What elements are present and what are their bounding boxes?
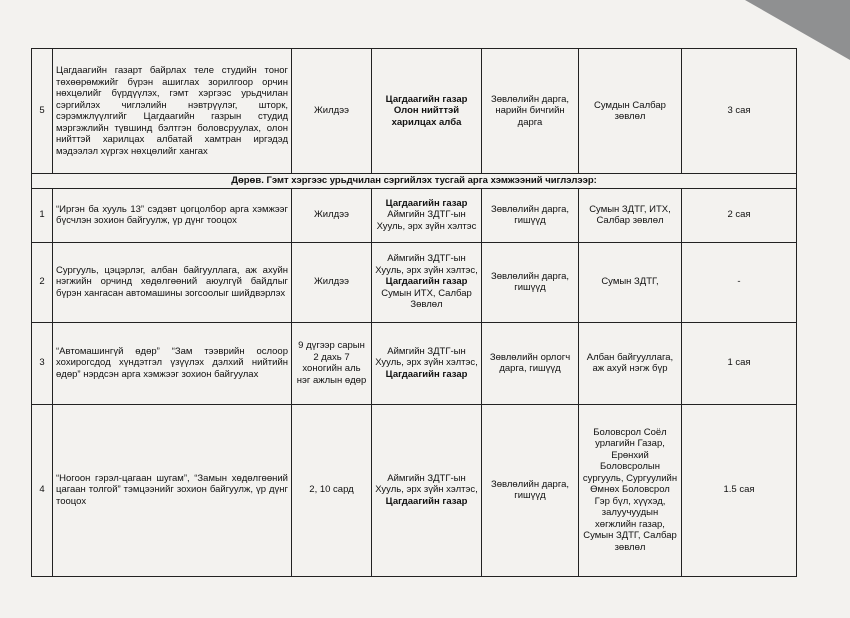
- table-row: [32, 404, 797, 576]
- responsible-cell: [372, 322, 482, 404]
- responsible-rest: Аймгийн ЗДТГ-ын Хууль, эрх зүйн хэлтэс: [376, 209, 477, 232]
- budget-cell: -: [682, 242, 797, 322]
- partner-cell: Албан байгууллага, аж ахуй нэгж бүр: [579, 322, 682, 404]
- section-header-row: [32, 174, 797, 189]
- time-cell: Жилдээ: [292, 49, 372, 174]
- responsible-bold: Цагдаагийн газар: [385, 495, 468, 507]
- row-number: 1: [32, 188, 53, 242]
- section-title: Дөрөв. Гэмт хэргээс урьдчилан сэргийлэх тусгай арга хэмжээний чиглэлээр:: [32, 174, 797, 189]
- row-number: 5: [32, 49, 53, 174]
- controller-cell: Зөвлөлийн дарга, гишүүд: [482, 242, 579, 322]
- controller-cell: Зөвлөлийн дарга, нарийн бичгийн дарга: [482, 49, 579, 174]
- budget-cell: 1 сая: [682, 322, 797, 404]
- controller-cell: Зөвлөлийн дарга, гишүүд: [482, 404, 579, 576]
- responsible-bold: Цагдаагийн газар: [385, 368, 468, 380]
- partner-cell: Боловсрол Соёл урлагийн Газар, Ерөнхий Боловсролын сургууль, Сургуулийн Өмнөх Боловсрол Гэр бүл, хүүхэд, залуучуудын хөгжлийн газар, Сумын ЗДТГ, Салбар зөвлөл: [579, 404, 682, 576]
- responsible-tail: Сумын ИТХ, Салбар Зөвлөл: [381, 287, 472, 311]
- row-number: 2: [32, 242, 53, 322]
- budget-cell: 1.5 сая: [682, 404, 797, 576]
- responsible-cell: [372, 49, 482, 174]
- time-cell: 9 дүгээр сарын 2 дахь 7 хоногийн аль нэг ажлын өдөр: [292, 322, 372, 404]
- activity-cell: “Ногоон гэрэл-цагаан шугам”, “Замын хөдөлгөөний цагаан толгой” тэмцээнийг зохион байгуулж, үр дүнг тооцох: [53, 404, 292, 576]
- responsible-bold: Цагдаагийн газар Олон нийттэй харилцах алба: [385, 93, 468, 128]
- responsible-cell: [372, 404, 482, 576]
- partner-cell: Сумдын Салбар зөвлөл: [579, 49, 682, 174]
- responsible-bold: Цагдаагийн газар: [385, 276, 468, 288]
- plan-table: [31, 48, 797, 577]
- table-row: [32, 188, 797, 242]
- partner-cell: Сумын ЗДТГ, ИТХ, Салбар зөвлөл: [579, 188, 682, 242]
- table-row: [32, 242, 797, 322]
- responsible-rest: Аймгийн ЗДТГ-ын Хууль, эрх зүйн хэлтэс,: [375, 345, 478, 369]
- time-cell: Жилдээ: [292, 188, 372, 242]
- partner-cell: Сумын ЗДТГ,: [579, 242, 682, 322]
- time-cell: 2, 10 сард: [292, 404, 372, 576]
- row-number: 4: [32, 404, 53, 576]
- activity-cell: Сургууль, цэцэрлэг, албан байгууллага, аж ахуйн нэгжийн орчинд хөдөлгөөний аюулгүй байдлыг бүрэн хангасан автомашины зогсоолыг шийдвэрлэх: [53, 242, 292, 322]
- activity-cell: Цагдаагийн газарт байрлах теле студийн тоног төхөөрөмжийг бүрэн ашиглах зорилгоор орчин нөхцөлийг бүрдүүлэх, гэмт хэргээс урьдчилан сэргийлэх чиглэлийн нэвтрүүлэг, шторк, сэрэмжлүүлгийг Цагдаагийн газрын студид мэргэжлийн түвшинд бэлтгэн боловсруулах, олон нийттэй харилцах албатай хамтран иргэдэд мэдээлэл хүргэх нөхцөлийг хангах: [53, 49, 292, 174]
- table-row: [32, 322, 797, 404]
- budget-cell: 2 сая: [682, 188, 797, 242]
- controller-cell: Зөвлөлийн дарга, гишүүд: [482, 188, 579, 242]
- row-number: 3: [32, 322, 53, 404]
- activity-cell: “Автомашингүй өдөр” “Зам тээврийн ослоор хохирогсдод хүндэтгэл үзүүлэх дэлхий нийтийн өдөр” нэрдсэн арга хэмжээг зохион байгуулах: [53, 322, 292, 404]
- responsible-cell: [372, 188, 482, 242]
- responsible-bold: Цагдаагийн газар: [385, 197, 468, 209]
- responsible-cell: [372, 242, 482, 322]
- responsible-rest: Аймгийн ЗДТГ-ын Хууль, эрх зүйн хэлтэс,: [375, 253, 478, 276]
- responsible-rest: Аймгийн ЗДТГ-ын Хууль, эрх зүйн хэлтэс,: [375, 472, 478, 496]
- activity-cell: “Иргэн ба хууль 13” сэдэвт цогцолбор арга хэмжээг бүсчлэн зохион байгуулж, үр дүнг тооцох: [53, 188, 292, 242]
- controller-cell: Зөвлөлийн орлогч дарга, гишүүд: [482, 322, 579, 404]
- table-row: [32, 49, 797, 174]
- time-cell: Жилдээ: [292, 242, 372, 322]
- budget-cell: 3 сая: [682, 49, 797, 174]
